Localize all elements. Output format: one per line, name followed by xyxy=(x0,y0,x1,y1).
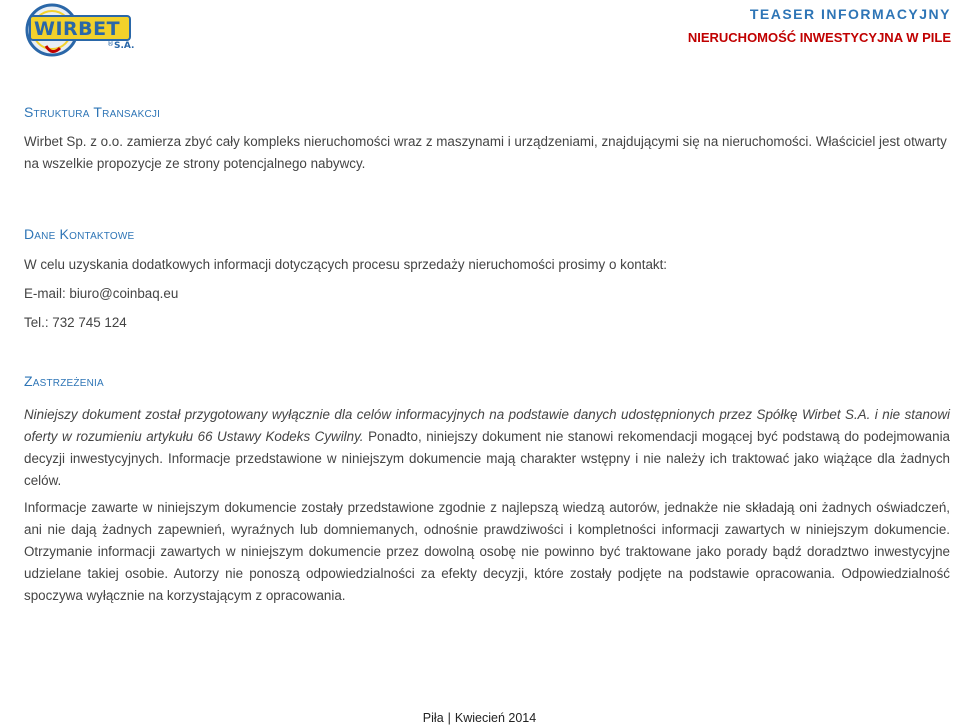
logo-suffix: S.A. xyxy=(114,41,135,51)
header-title: TEASER INFORMACYJNY xyxy=(749,6,951,22)
document-header xyxy=(688,6,951,45)
header-subtitle: NIERUCHOMOŚĆ INWESTYCYJNA W PILE xyxy=(687,30,951,45)
footer-separator: | xyxy=(447,711,451,725)
disclaimer-italic-text: Niniejszy dokument został przygotowany wyłącznie dla celów informacyjnych na podstawie danych udostępnionych przez Spółkę Wirbet S.A. i nie stanowi oferty w rozumieniu artykułu 66 Ustawy Kodeks Cywilny. xyxy=(24,407,950,444)
disclaimer-paragraph-2: Informacje zawarte w niniejszym dokumencie zostały przedstawione zgodnie z najlepszą wiedzą autorów, jednakże nie składają oni żadnych oświadczeń, ani nie dają żadnych zapewnień, wyraźnych lub domniemanych, odnośnie prawdziwości i kompletności informacji zawartych w niniejszym dokumencie. Otrzymanie informacji zawartych w niniejszym dokumencie przez dowolną osobę nie powinno być traktowane jako porady bądź doradztwo inwestycyjne udzielane takiej osobie. Autorzy nie ponoszą odpowiedzialności za efekty decyzji, które zostały podjęte na podstawie opracowania. Odpowiedzialność spoczywa wyłącznie na korzystającym z opracowania. xyxy=(24,500,950,603)
page-footer xyxy=(0,711,959,725)
section-heading-contact: Dane Kontaktowe xyxy=(24,226,135,242)
section-heading-structure: Struktura Transakcji xyxy=(24,104,161,120)
section-heading-disclaimer: Zastrzeżenia xyxy=(24,373,104,389)
contact-intro: W celu uzyskania dodatkowych informacji dotyczących procesu sprzedaży nieruchomości prosimy o kontakt: xyxy=(24,257,668,272)
company-logo xyxy=(24,2,136,62)
structure-text: Wirbet Sp. z o.o. zamierza zbyć cały kompleks nieruchomości wraz z maszynami i urządzeniami, znajdującymi się na nieruchomości. Właściciel jest otwarty na wszelkie propozycje ze strony potencjalnego nabywcy. xyxy=(24,134,947,171)
contact-phone: Tel.: 732 745 124 xyxy=(24,315,127,330)
logo-registered: ® xyxy=(107,40,114,48)
disclaimer-paragraph-1 xyxy=(24,404,950,492)
footer-date: Kwiecień 2014 xyxy=(454,711,537,725)
disclaimer-plain-text: Ponadto, niniejszy dokument nie stanowi rekomendacji mogącej być podstawą do podejmowania decyzji inwestycyjnych. Informacje przedstawione w niniejszym dokumencie mają charakter wstępny i nie należy ich traktować jako wiążące dla żadnych celów. xyxy=(24,429,950,488)
logo-mark-icon xyxy=(24,2,136,62)
logo-text: WIRBET xyxy=(34,18,121,40)
contact-email: E-mail: biuro@coinbaq.eu xyxy=(24,286,179,301)
footer-city: Piła xyxy=(422,711,444,725)
